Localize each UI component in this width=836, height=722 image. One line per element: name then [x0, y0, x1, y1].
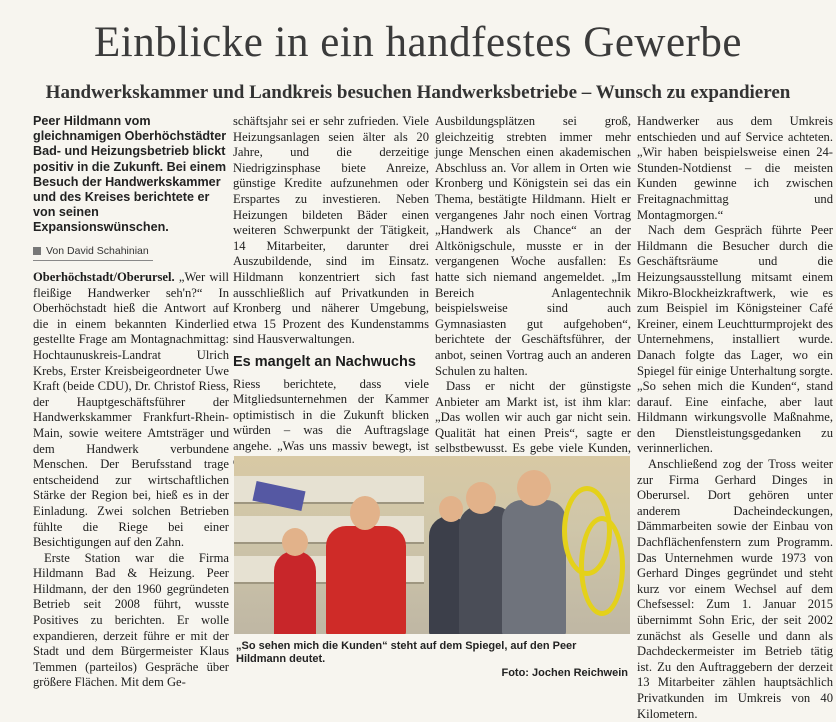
paragraph: Ausbildungsplätzen sei groß, gleichzeitig strebten immer mehr junge Menschen einen akademischen Abschluss an. Vor allem in Orten wie Kronberg und Königstein sei das ein Thema, bestätigte Hildmann. Hielt er vergangenes Jahr noch einen Vortrag „Handwerk als Chance“ an der Altkönigschule, musste er in der vergangenen Woche ausfallen: Es hatte sich niemand angemeldet. „Im Bereich Anlagentechnik beispielsweise sind auch Gymnasiasten gut aufgehoben“, berichtete der Geschäftsführer, der anbot, seinen Vortrag auch an anderen Schulen zu halten. [435, 114, 631, 378]
person-suit [502, 500, 566, 634]
person-head [466, 482, 496, 514]
column-3 [435, 114, 631, 454]
person-head [517, 470, 551, 506]
person-head [282, 528, 308, 556]
subheadline: Handwerkskammer und Landkreis besuchen Handwerksbetriebe – Wunsch zu expandieren [45, 82, 791, 103]
photo-credit: Foto: Jochen Reichwein [501, 666, 628, 679]
section-subtitle: Es mangelt an Nachwuchs [233, 353, 416, 370]
person-peer-hildmann [326, 526, 406, 634]
column-4 [637, 114, 833, 721]
lead-paragraph: Peer Hildmann vom gleichnamigen Oberhöchstädter Bad- und Heizungsbetrieb blickt positiv in die Zukunft. Bei einem Besuch der Handwerkskammer und des Kreises berichtete er von seinen Expansionswünschen. [33, 114, 227, 235]
byline [33, 244, 153, 262]
opening-paragraph [33, 270, 229, 551]
paragraph: Handwerker aus dem Umkreis entschieden und auf Service achteten. „Wir haben beispielsweise einen 24-Stunden-Notdienst – die meisten Kunden gewinne ich zwischen Freitagnachmittag und Montagmorgen.“ [637, 114, 833, 222]
headline: Einblicke in ein handfestes Gewerbe [94, 19, 742, 66]
photo-caption [236, 640, 628, 680]
paragraph: Riess berichtete, dass viele Mitgliedsunternehmen der Kammer optimistisch in die Zukunft blicken würden – was die Auftragslage angehe. „Was uns massiv bewegt, ist [233, 376, 429, 453]
cable-coil [579, 516, 625, 616]
paragraph: Dass er nicht der günstigste Anbieter am Markt ist, ist ihm klar: „Das wollen wir auch gar nicht sein. Qualität hat einen Preis“, sagte er selbstbewusst. Es gebe viele Kunden, [435, 379, 631, 456]
caption-text: „So sehen mich die Kunden“ steht auf dem Spiegel, auf den Peer Hildmann deutet. [236, 640, 577, 666]
paragraph: Erste Station war die Firma Hildmann Bad & Heizung. Peer Hildmann, der den 1960 gegründeten Betrieb seit 2008 führt, wusste Positives zu berichten. Er wolle expandieren, derzeit führe er mit der Stadt und dem Bürgermeister Klaus Temmen (parteilos) Gespräche über größere Flächen. Mit dem Ge- [33, 550, 229, 690]
byline-author: Von David Schahinian [46, 244, 149, 257]
person-head [350, 496, 380, 530]
column-1-body [33, 270, 229, 696]
opening-text: „Wer will fleißige Handwerker seh'n?“ In Oberhöchstadt hieß die Antwort auf die in einem bekannten Kinderlied gestellte Frage am Montagnachmittag: Hochtaunuskreis-Landrat Ulrich Krebs, Erster Kreisbeigeordneter Uwe Kraft (beide CDU), Dr. Christof Riess, der Hauptgeschäftsführer der Handwerkskammer Frankfurt-Rhein-Main, sowie weitere Amtsträger und dem Handwerk verbundene Menschen. Der Berufsstand trage entscheidend zur wirtschaftlichen Stärke der Region bei, hieß es in der Einladung. Zwei solchen Betrieben fühlte die Riege bei einer Besichtigungen auf den Zahn. [33, 270, 229, 550]
paragraph: schäftsjahr sei er sehr zufrieden. Viele Heizungsanlagen seien älter als 20 Jahre, und die derzeitige Niedrigzinsphase biete Anreize, günstige Kredite aufzunehmen oder Erspartes zu investieren. Neben Heizungen bildeten Bäder einen weiteren Schwerpunkt der Tätigkeit, 14 Mitarbeiter, darunter drei Auszubildende, sind im Einsatz. Hildmann konzentriert sich fast ausschließlich auf Privatkunden in Kronberg und näherer Umgebung, etwa 15 Prozent des Kundenstamms sind Hausverwaltungen. [233, 114, 429, 347]
paragraph: Nach dem Gespräch führte Peer Hildmann die Besucher durch die Geschäftsräume und die Heizungsausstellung mitsamt einem Mikro-Blockheizkraftwerk, wie es zum Beispiel im Königsteiner Café Kreiner, einem Leuchtturmprojekt des Unternehmens, installiert wurde. Danach folgte das Lager, wo ein Spiegel für einige Unterhaltung sorgte. „So sehen mich die Kunden“, stand darauf. Eine einfache, aber laut Hildmann wirkungsvolle Maßnahme, den Dienstleistungsgedanken zu verinnerlichen. [637, 223, 833, 456]
person-red-shirt [274, 551, 316, 634]
column-2 [233, 114, 429, 454]
paragraph: Anschließend zog der Tross weiter zur Firma Gerhard Dinges in Oberursel. Dort gehören unter anderem Dacheindeckungen, Dämmarbeiten sowie der Einbau von Dachflächenfenstern zum Programm. Das Unternehmen wurde 1973 von Gerhard Dinges gegründet und steht kurz vor einem Wechsel auf dem Chefsessel: Zum 1. Januar 2015 übernimmt Sohn Eric, der seit 2002 zunächst als Geselle und dann als Dachdeckermeister im Betrieb tätig ist. Zu den Auftraggebern der derzeit 13 Mitarbeiter zählen hauptsächlich Privatkunden im Umkreis von 40 Kilometern. [637, 457, 833, 721]
article-photo [234, 456, 630, 634]
dateline: Oberhöchstadt/Oberursel. [33, 270, 175, 284]
byline-square-icon [33, 247, 41, 255]
